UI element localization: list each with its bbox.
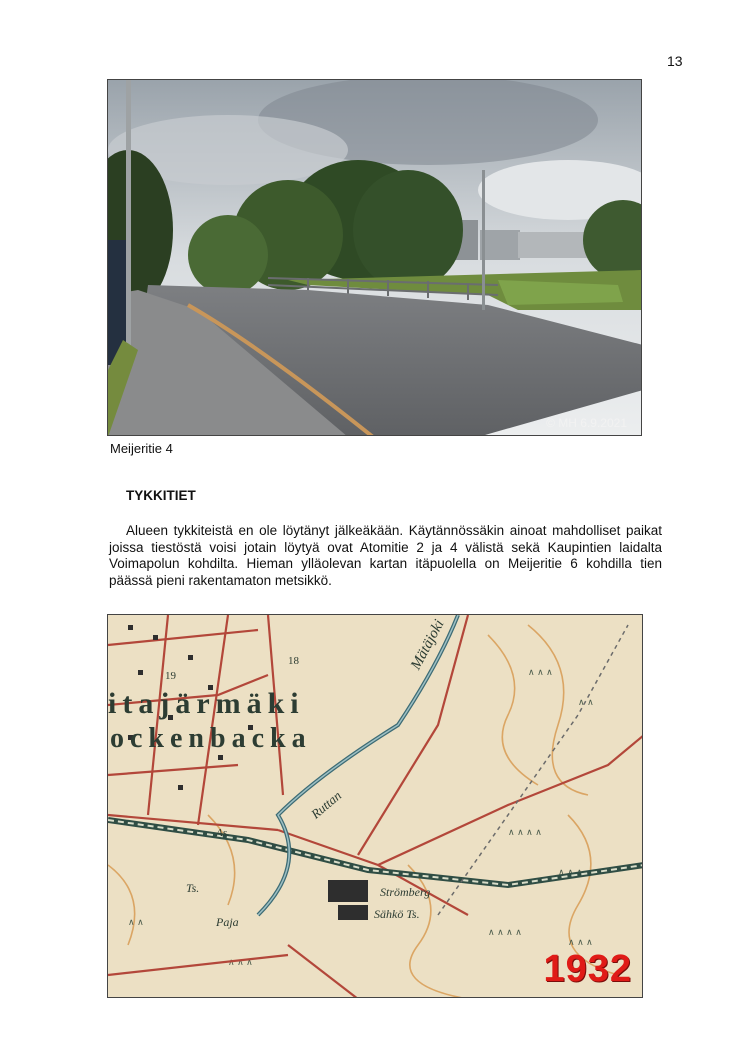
svg-text:∧ ∧ ∧: ∧ ∧ ∧ — [228, 957, 253, 967]
map-label-num19: 19 — [165, 670, 176, 682]
historical-map — [107, 614, 643, 998]
svg-text:∧ ∧: ∧ ∧ — [578, 697, 594, 707]
map-label-place-fi: itajärmäki — [108, 687, 305, 720]
svg-text:∧ ∧ ∧: ∧ ∧ ∧ — [558, 867, 583, 877]
photo-copyright: © MH 6.9.2021 — [546, 416, 627, 430]
photo-caption: Meijeritie 4 — [110, 441, 173, 456]
page-number: 13 — [667, 53, 683, 69]
map-label-stromberg: Strömberg — [380, 885, 431, 899]
svg-text:∧ ∧ ∧ ∧: ∧ ∧ ∧ ∧ — [488, 927, 522, 937]
svg-text:∧ ∧: ∧ ∧ — [128, 917, 144, 927]
section-heading: TYKKITIET — [126, 488, 196, 503]
street-photo — [107, 79, 642, 436]
svg-text:∧ ∧ ∧: ∧ ∧ ∧ — [528, 667, 553, 677]
section-paragraph: Alueen tykkiteistä en ole löytänyt jälkeäkään. Käytännössäkin ainoat mahdolliset paikat joissa tiestöstä voisi jotain löytyä ovat Atomitie 2 ja 4 välistä sekä Kaupintien laidalta Voimapolun kohdilta. Hieman ylläolevan kartan itäpuolella on Meijeritie 6 kohdilla tien päässä pieni rakentamaton metsikkö. — [109, 523, 662, 588]
map-label-as: As. — [216, 827, 230, 839]
map-label-sahko: Sähkö Ts. — [374, 907, 420, 921]
map-label-place-sv: ockenbacka — [110, 723, 312, 754]
map-label-river: Mätäjoki — [408, 617, 448, 673]
svg-text:∧ ∧ ∧: ∧ ∧ ∧ — [568, 937, 593, 947]
svg-text:∧ ∧ ∧ ∧: ∧ ∧ ∧ ∧ — [508, 827, 542, 837]
map-label-river2: Ruttan — [308, 787, 345, 822]
street-photo-illustration — [108, 80, 642, 436]
historical-map-illustration — [108, 615, 643, 998]
map-year: 1932 — [543, 948, 632, 990]
map-label-paja: Paja — [216, 915, 239, 929]
map-label-ts: Ts. — [186, 881, 200, 895]
map-label-num18: 18 — [288, 655, 299, 667]
